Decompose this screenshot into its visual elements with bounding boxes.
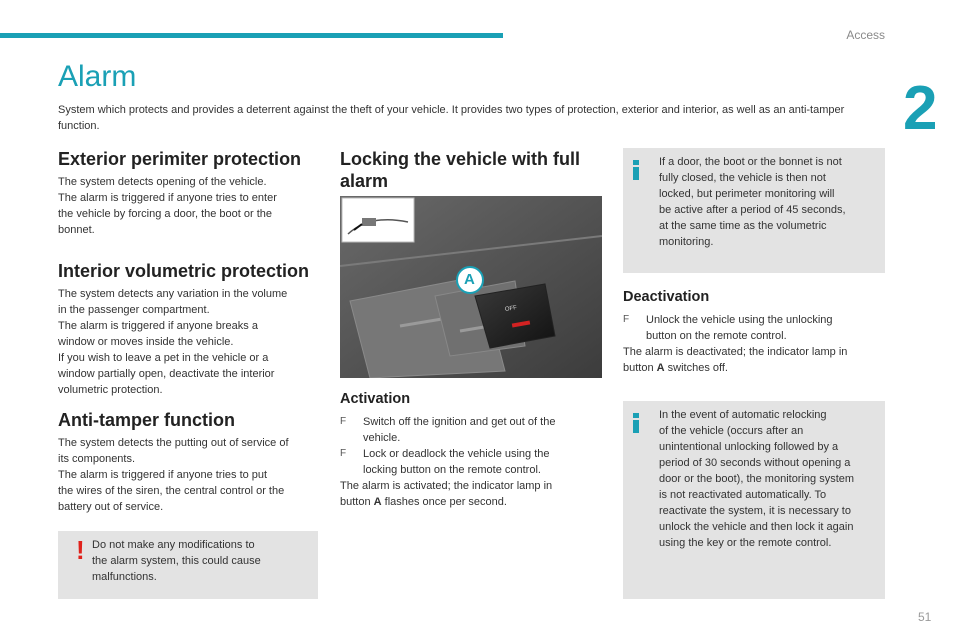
antitamper-heading: Anti-tamper function	[58, 410, 235, 430]
off-label: OFF	[504, 305, 518, 313]
info-box-1	[623, 148, 885, 273]
warning-box	[58, 531, 318, 599]
text-line: Lock or deadlock the vehicle using the	[363, 448, 550, 460]
text-line: unintentional unlocking followed by a	[659, 441, 839, 453]
deactivation-steps	[623, 312, 885, 344]
text-line: If a door, the boot or the bonnet is not	[659, 156, 842, 168]
heading-line: Locking the vehicle with full	[340, 149, 581, 169]
text-line: Switch off the ignition and get out of the	[363, 416, 556, 428]
text-line: The system detects any variation in the volume	[58, 288, 288, 300]
info-icon	[633, 413, 639, 433]
text-line: fully closed, the vehicle is then not	[659, 172, 826, 184]
text-line: Do not make any modifications to	[92, 539, 255, 551]
alarm-button-photo	[340, 196, 602, 378]
text-segment: button	[340, 496, 374, 508]
text-line: The system detects opening of the vehicle.	[58, 176, 267, 188]
text-line: unlock the vehicle and then lock it again	[659, 521, 854, 533]
text-line: locked, but perimeter monitoring will	[659, 188, 835, 200]
exterior-heading: Exterior perimiter protection	[58, 149, 302, 169]
text-segment: switches off.	[664, 362, 728, 374]
button-a-label: A	[464, 271, 475, 288]
text-line: is not reactivated automatically. To	[659, 489, 827, 501]
warning-text	[92, 537, 312, 585]
text-line: door or the boot), the monitoring system	[659, 473, 855, 485]
text-line: period of 30 seconds without opening a	[659, 457, 851, 469]
text-line: battery out of service.	[58, 501, 164, 513]
activation-steps	[340, 414, 602, 478]
text-line: window or moves inside the vehicle.	[58, 336, 234, 348]
heading-line: alarm	[340, 171, 389, 191]
text-line: The system detects the putting out of service of	[58, 437, 289, 449]
text-line: in the passenger compartment.	[58, 304, 210, 316]
info-box-2	[623, 401, 885, 599]
text-line: In the event of automatic relocking	[659, 409, 827, 421]
info-box-2-text	[659, 407, 881, 551]
antitamper-text	[58, 435, 323, 515]
text-line: The alarm is deactivated; the indicator lamp in	[623, 346, 848, 358]
text-line: using the key or the remote control.	[659, 537, 832, 549]
text-line: the vehicle by forcing a door, the boot or the	[58, 208, 273, 220]
list-item	[340, 446, 602, 478]
text-line: monitoring.	[659, 236, 714, 248]
text-line: the wires of the siren, the central control or the	[58, 485, 285, 497]
text-line: The alarm is triggered if anyone tries to put	[58, 469, 268, 481]
text-line: vehicle.	[363, 432, 401, 444]
text-line: the alarm system, this could cause	[92, 555, 261, 567]
locking-heading	[340, 148, 580, 192]
text-line: The alarm is triggered if anyone breaks a	[58, 320, 258, 332]
exterior-text	[58, 174, 323, 238]
text-line: window partially open, deactivate the interior	[58, 368, 275, 380]
bullet-marker: F	[340, 416, 347, 427]
page-number: 51	[918, 610, 932, 624]
button-ref: A	[656, 362, 665, 374]
interior-heading: Interior volumetric protection	[58, 261, 310, 281]
text-line: If you wish to leave a pet in the vehicle or a	[58, 352, 269, 364]
info-box-1-text	[659, 154, 881, 250]
text-segment: button	[623, 362, 657, 374]
activation-heading: Activation	[340, 391, 411, 407]
deactivation-heading: Deactivation	[623, 289, 710, 305]
exclamation-warning-icon: !	[76, 535, 85, 565]
button-ref: A	[373, 496, 382, 508]
text-line: bonnet.	[58, 224, 95, 236]
bullet-marker: F	[340, 448, 347, 459]
text-segment: flashes once per second.	[381, 496, 507, 508]
text-line: malfunctions.	[92, 571, 157, 583]
list-item	[340, 414, 602, 446]
page-title: Alarm	[58, 60, 137, 93]
deactivation-result	[623, 344, 885, 376]
text-line: The alarm is triggered if anyone tries to enter	[58, 192, 277, 204]
text-line: volumetric protection.	[58, 384, 163, 396]
interior-text	[58, 286, 323, 398]
text-line: reactivate the system, it is necessary to	[659, 505, 851, 517]
chapter-number: 2	[903, 74, 938, 143]
top-accent-bar	[0, 33, 503, 38]
chapter-name: Access	[846, 28, 885, 42]
text-line: locking button on the remote control.	[363, 464, 541, 476]
bullet-marker: F	[623, 314, 630, 325]
text-line: of the vehicle (occurs after an	[659, 425, 804, 437]
text-line: Unlock the vehicle using the unlocking	[646, 314, 833, 326]
text-line: The alarm is activated; the indicator lamp in	[340, 480, 553, 492]
activation-result	[340, 478, 602, 510]
text-line: be active after a period of 45 seconds,	[659, 204, 846, 216]
text-line: its components.	[58, 453, 136, 465]
text-line: at the same time as the volumetric	[659, 220, 827, 232]
list-item	[623, 312, 885, 344]
info-icon	[633, 160, 639, 180]
text-line: button on the remote control.	[646, 330, 787, 342]
intro-paragraph: System which protects and provides a deterrent against the theft of your vehicle. It provides two types of protection, exterior and interior, as well as an anti-tamper function.	[58, 104, 845, 132]
